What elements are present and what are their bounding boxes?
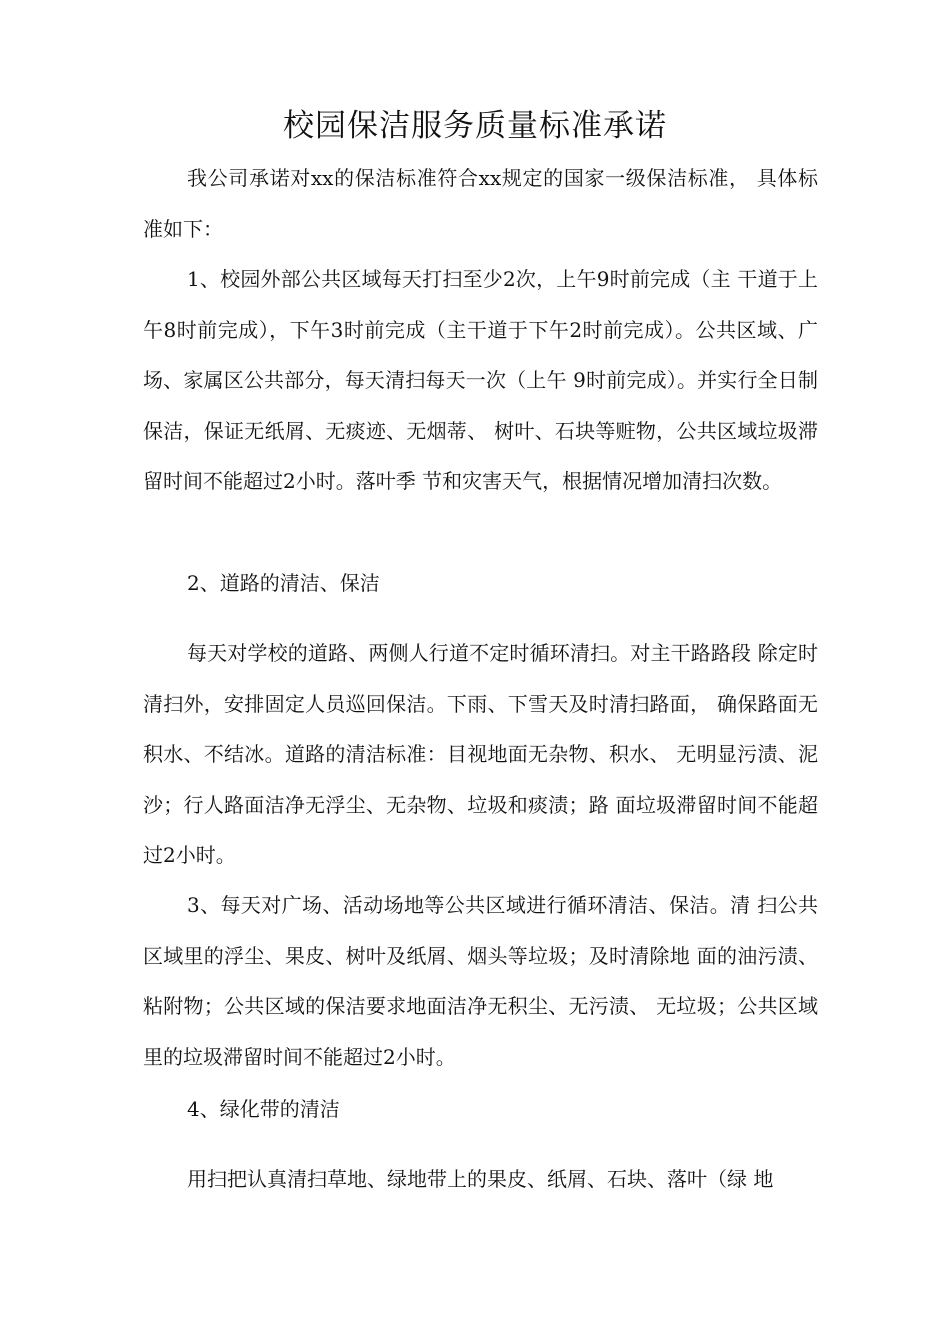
section-3-paragraph: 3、每天对广场、活动场地等公共区域进行循环清洁、保洁。清 扫公共区域里的浮尘、果皮、树叶及纸屑、烟头等垃圾；及时清除地 面的油污渍、粘附物；公共区域的保洁要求地面洁净无积尘、无污渍、 无垃圾；公共区域里的垃圾滞留时间不能超过2小时。 (143, 893, 818, 1069)
document-title: 校园保洁服务质量标准承诺 (283, 108, 667, 144)
section-4-paragraph: 用扫把认真清扫草地、绿地带上的果皮、纸屑、石块、落叶（绿 地 (187, 1167, 774, 1191)
section-4-heading: 4、绿化带的清洁 (187, 1097, 340, 1121)
section-2-paragraph: 每天对学校的道路、两侧人行道不定时循环清扫。对主干路路段 除定时清扫外，安排固定人员巡回保洁。下雨、下雪天及时清扫路面， 确保路面无积水、不结冰。道路的清洁标准：目视地面无杂物、积水、 无明显污渍、泥沙；行人路面洁净无浮尘、无杂物、垃圾和痰渍；路 面垃圾滞留时间不能超过2小时。 (143, 641, 818, 867)
section-2-heading: 2、道路的清洁、保洁 (187, 571, 380, 595)
intro-paragraph: 我公司承诺对xx的保洁标准符合xx规定的国家一级保洁标准， 具体标准如下： (143, 166, 818, 241)
section-1-paragraph: 1、校园外部公共区域每天打扫至少2次，上午9时前完成（主 干道于上午8时前完成），下午3时前完成（主干道于下午2时前完成）。公共区域、广场、家属区公共部分，每天清扫每天一次（上午 9时前完成）。并实行全日制保洁，保证无纸屑、无痰迹、无烟蒂、 树叶、石块等赃物，公共区域垃圾滞留时间不能超过2小时。落叶季 节和灾害天气，根据情况增加清扫次数。 (143, 267, 818, 493)
